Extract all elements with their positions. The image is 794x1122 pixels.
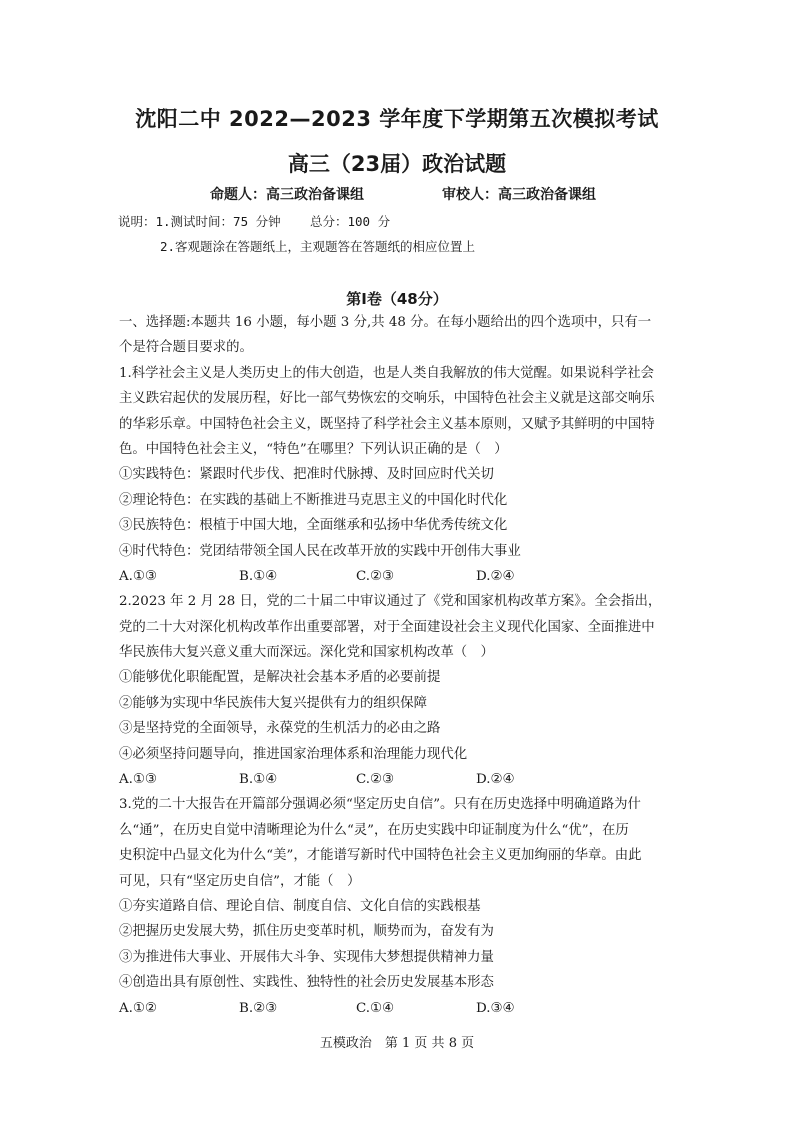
test-time: 说明：1.测试时间：75 分钟 (118, 214, 281, 229)
question-3 (119, 792, 679, 1021)
option-a: A.①③ (119, 772, 157, 788)
statement-item: ①实践特色：紧跟时代步伐、把准时代脉搏、及时回应时代关切 (119, 467, 494, 483)
statement-item: ①夯实道路自信、理论自信、制度自信、文化自信的实践根基 (119, 898, 481, 914)
statement-item: ③民族特色：根植于中国大地，全面继承和弘扬中华优秀传统文化 (119, 518, 508, 534)
option-b: B.①④ (239, 568, 278, 584)
reviewer: 审校人：高三政治备课组 (442, 187, 596, 203)
option-b: B.②③ (239, 1000, 278, 1016)
question-stem-line: 色。中国特色社会主义，“特色”在哪里？下列认识正确的是（ ） (119, 441, 508, 457)
instruction-line: 一、选择题:本题共 16 小题，每小题 3 分,共 48 分。在每小题给出的四个选项中，只有一 (119, 315, 652, 330)
answer-options (119, 767, 679, 792)
option-b: B.①④ (239, 772, 278, 788)
statement-item: ②把握历史发展大势，抓住历史变革时机，顺势而为，奋发有为 (119, 924, 494, 940)
instruction-line: 个是符合题目要求的。 (119, 340, 253, 356)
total-score: 总分：100 分 (310, 214, 391, 229)
option-c: C.②③ (356, 568, 395, 584)
question-stem-line: 么“通”，在历史自觉中清晰理论为什么“灵”，在历史实践中印证制度为什么“优”，在历 (119, 822, 629, 838)
question-body (119, 310, 679, 1021)
option-c: C.②③ (356, 772, 395, 788)
exam-title: 沈阳二中 2022—2023 学年度下学期第五次模拟考试 (135, 107, 659, 131)
question-setter: 命题人：高三政治备课组 (210, 187, 364, 203)
statement-item: ③是坚持党的全面领导，永葆党的生机活力的必由之路 (119, 721, 441, 737)
statement-item: ①能够优化职能配置，是解决社会基本矛盾的必要前提 (119, 670, 441, 686)
page-footer: 五模政治 第 1 页 共 8 页 (319, 1036, 475, 1051)
statement-item: ②理论特色：在实践的基础上不断推进马克思主义的中国化时代化 (119, 492, 508, 508)
question-stem-line: 主义跌宕起伏的发展历程，好比一部气势恢宏的交响乐，中国特色社会主义就是这部交响乐 (119, 391, 655, 407)
statement-item: ④时代特色：党团结带领全国人民在改革开放的实践中开创伟大事业 (119, 543, 521, 559)
question-stem-line: 党的二十大对深化机构改革作出重要部署，对于全面建设社会主义现代化国家、全面推进中 (119, 619, 655, 635)
question-stem-line: 可见，只有“坚定历史自信”，才能（ ） (119, 873, 361, 889)
question-2 (119, 589, 679, 792)
section-title: 第Ⅰ卷（48分） (346, 290, 448, 308)
exam-subtitle: 高三（23届）政治试题 (287, 152, 507, 176)
question-stem-line: 华民族伟大复兴意义重大而深远。深化党和国家机构改革（ ） (119, 645, 494, 661)
statement-item: ②能够为实现中华民族伟大复兴提供有力的组织保障 (119, 695, 427, 711)
option-d: D.②④ (476, 568, 515, 584)
option-a: A.①② (119, 1000, 157, 1016)
question-stem-line: 的华彩乐章。中国特色社会主义，既坚持了科学社会主义基本原则，又赋予其鲜明的中国特 (119, 416, 655, 432)
question-stem-line: 1.科学社会主义是人类历史上的伟大创造，也是人类自我解放的伟大觉醒。如果说科学社会 (119, 365, 655, 381)
question-stem-line: 史积淀中凸显文化为什么“美”，才能谱写新时代中国特色社会主义更加绚丽的华章。由此 (119, 848, 642, 864)
answer-options (119, 996, 679, 1021)
option-d: D.③④ (476, 1000, 515, 1016)
option-a: A.①③ (119, 568, 157, 584)
statement-item: ④必须坚持问题导向，推进国家治理体系和治理能力现代化 (119, 746, 468, 762)
question-stem-line: 3.党的二十大报告在开篇部分强调必须“坚定历史自信”。只有在历史选择中明确道路为什 (119, 797, 641, 813)
statement-item: ③为推进伟大事业、开展伟大斗争、实现伟大梦想提供精神力量 (119, 949, 494, 965)
note-line-2: 2.客观题涂在答题纸上，主观题答在答题纸的相应位置上 (160, 239, 476, 254)
question-1 (119, 361, 679, 590)
question-stem-line: 2.2023 年 2 月 28 日，党的二十届二中审议通过了《党和国家机构改革方案》。全会指出， (119, 594, 662, 610)
note-line-1 (118, 212, 391, 230)
answer-options (119, 564, 679, 589)
option-c: C.①④ (356, 1000, 395, 1016)
statement-item: ④创造出具有原创性、实践性、独特性的社会历史发展基本形态 (119, 975, 494, 991)
option-d: D.②④ (476, 772, 515, 788)
